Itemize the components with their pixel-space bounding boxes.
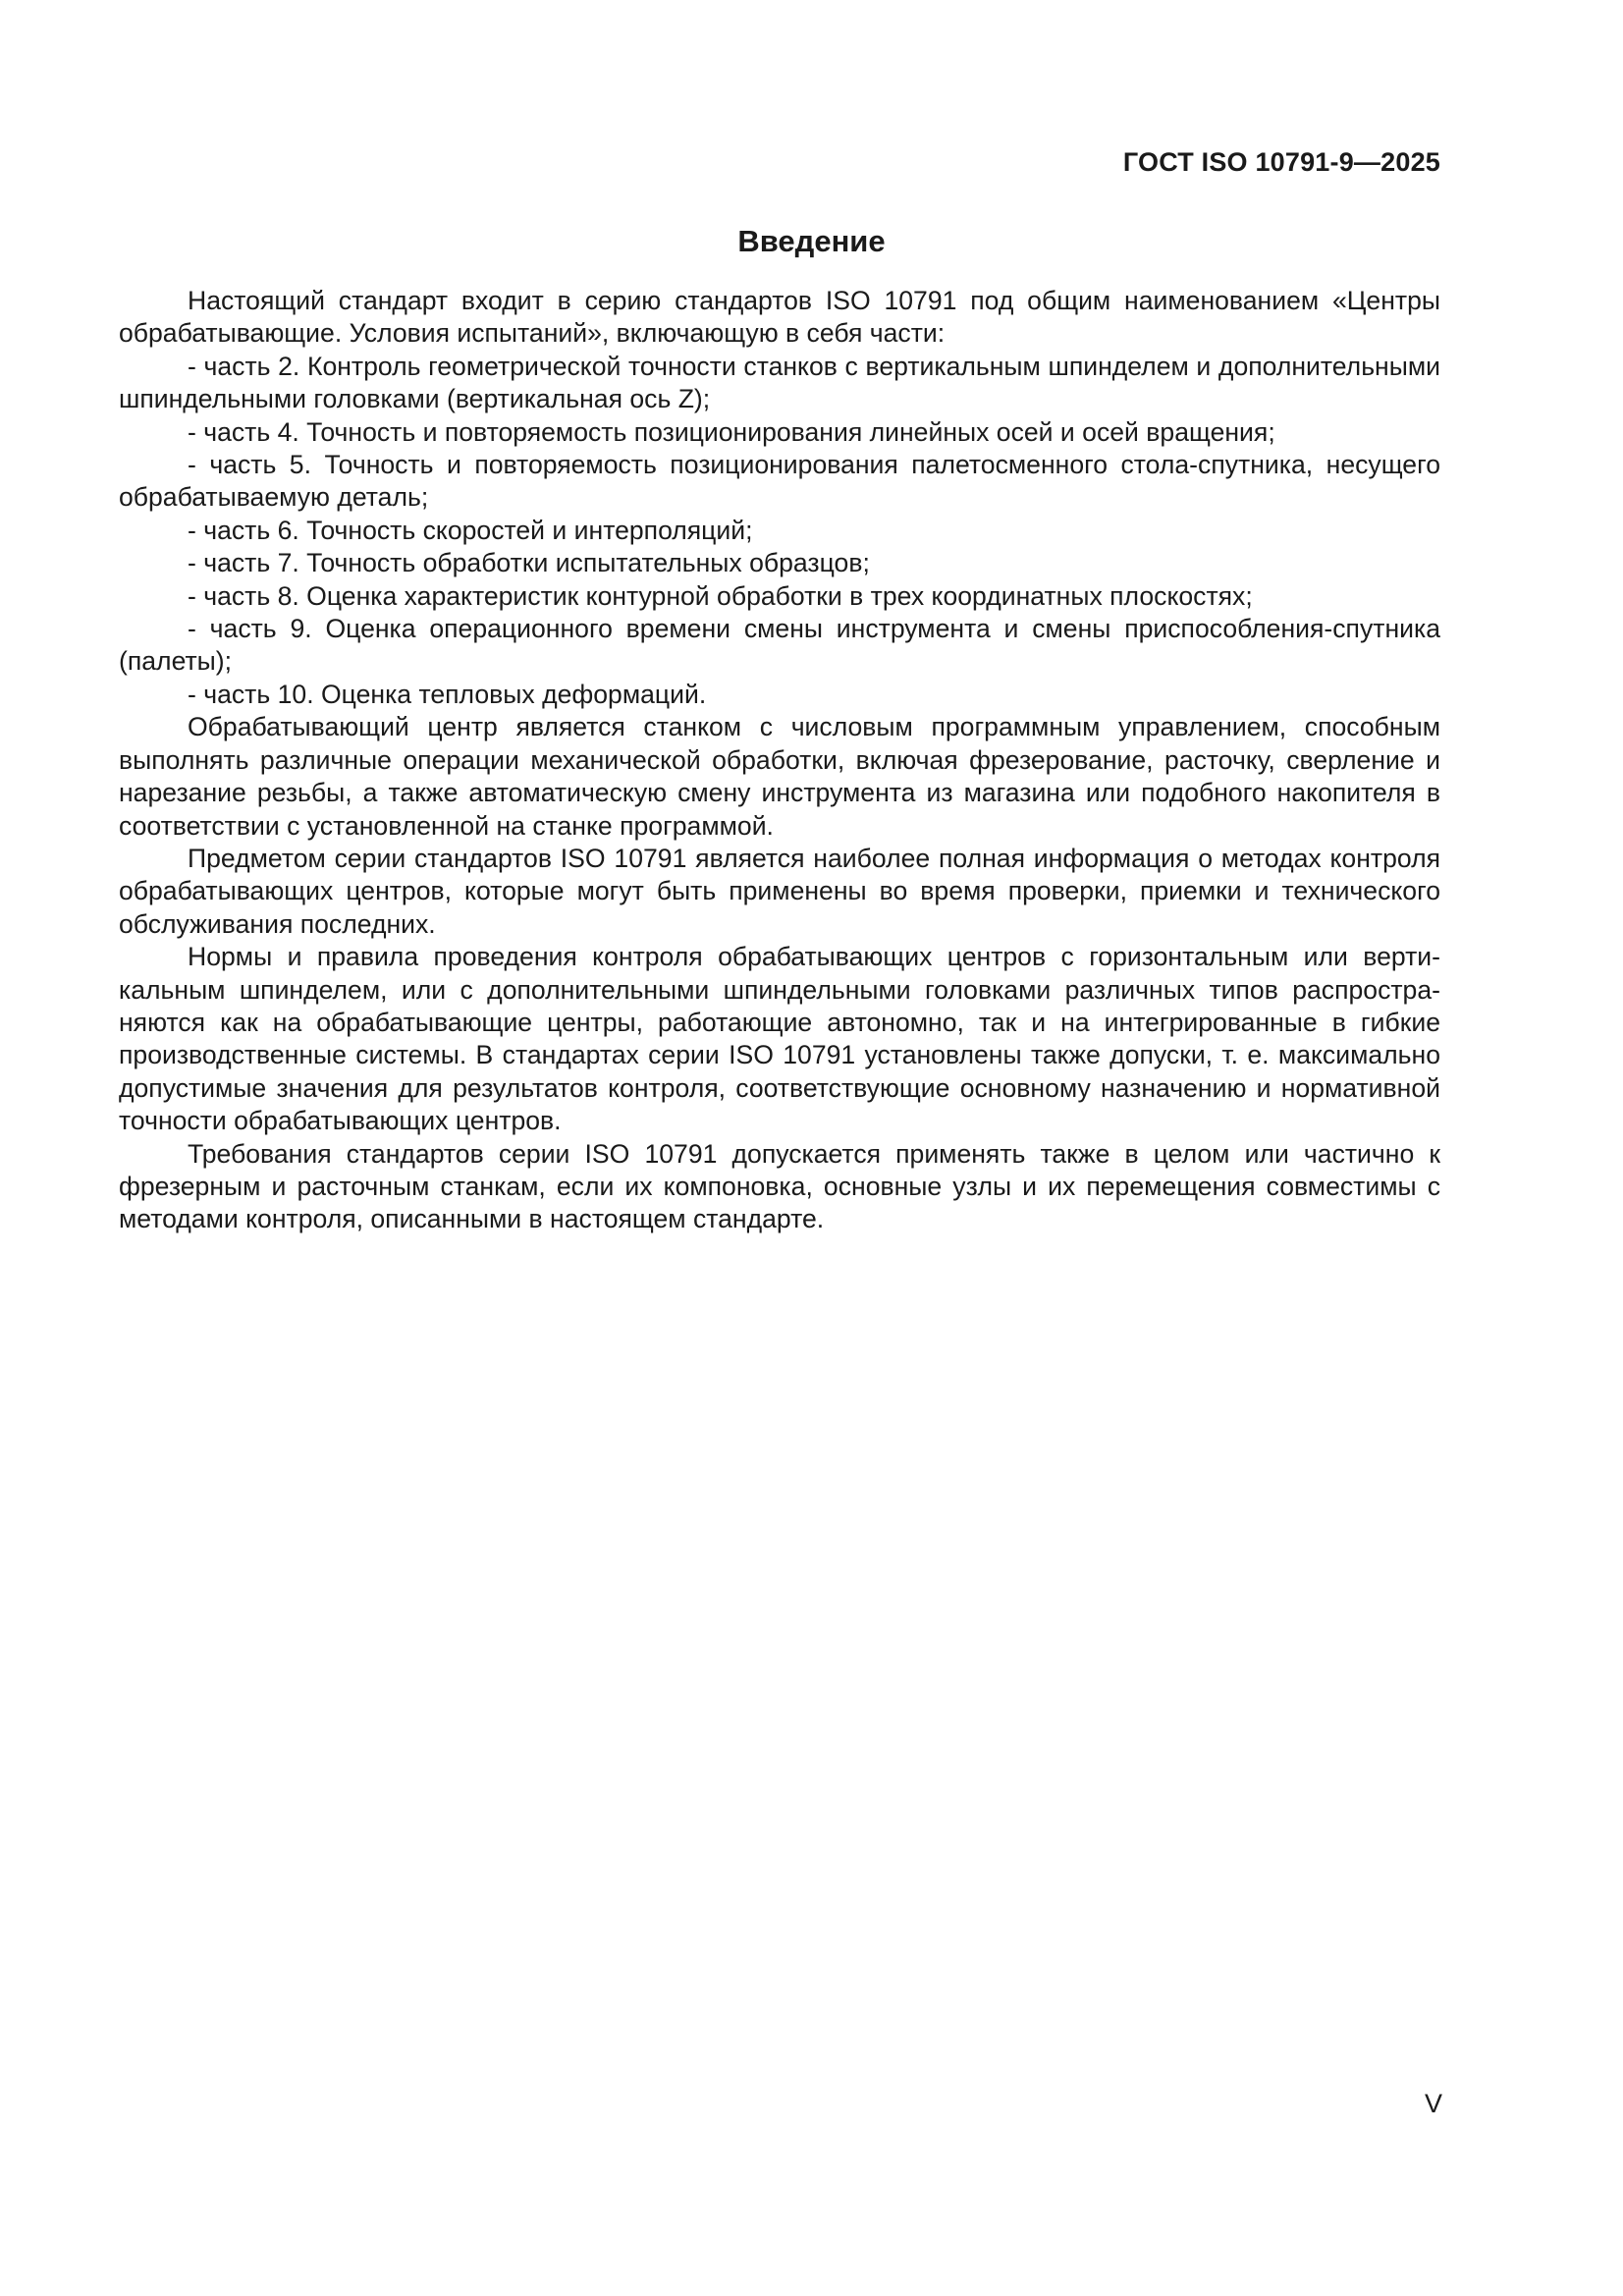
list-item: - часть 10. Оценка тепловых деформаций. [188, 679, 707, 709]
list-item: - часть 7. Точность обработки испытательных образцов; [188, 548, 870, 578]
list-item: - часть 9. Оценка операционного времени смены инструмента и смены приспособления-спутника (палеты); [119, 614, 1440, 677]
document-body [119, 285, 1440, 1236]
list-item: - часть 4. Точность и повторяемость позиционирования линейных осей и осей вращения; [188, 416, 1275, 447]
page-number: V [1424, 2089, 1442, 2118]
paragraph: Обрабатывающий центр является станком с числовым программным управлением, способным выполнять различные операции механической обработки, включая фрезерование, расточку, сверление и нарезание резьбы, а также автоматическую смену инструмента из магазина или подобного накопителя в соответствии с установленной на станке программой. [119, 712, 1440, 841]
list-item: - часть 2. Контроль геометрической точности станков с вертикальным шпинделем и дополнительными шпиндельными головками (вертикальная ось Z); [119, 351, 1440, 414]
paragraph: Предметом серии стандартов ISO 10791 является наиболее полная информация о методах контроля обрабатывающих центров, которые могут быть применены во время проверки, приемки и технического обслуживания последних. [119, 843, 1440, 939]
section-title: Введение [737, 224, 886, 258]
paragraph: Нормы и правила проведения контроля обрабатывающих центров с горизонтальным или вертикальным шпинделем, или с дополнительными шпиндельными головками различных типов распространяются как на обрабатывающие центры, работающие автономно, так и на интегрированные в гибкие производственные системы. В стандартах серии ISO 10791 установлены также допуски, т. е. максимально допустимые значения для результатов контроля, соответствующие основному назначению и нормативной точности обрабатывающих центров. [119, 942, 1440, 1136]
document-code: ГОСТ ISO 10791-9—2025 [1122, 147, 1440, 177]
list-item: - часть 6. Точность скоростей и интерполяций; [188, 515, 753, 545]
list-item: - часть 8. Оценка характеристик контурной обработки в трех координатных плоскостях; [188, 580, 1253, 611]
list-item: - часть 5. Точность и повторяемость позиционирования палетосменного стола-спутника, несущего обрабатываемую деталь; [119, 450, 1440, 513]
paragraph: Настоящий стандарт входит в серию стандартов ISO 10791 под общим наименованием «Центры обрабатывающие. Условия испытаний», включающую в себя части: [119, 286, 1440, 349]
paragraph: Требования стандартов серии ISO 10791 допускается применять также в целом или частично к фрезерным и расточным станкам, если их компоновка, основные узлы и их перемещения совместимы с методами контроля, описанными в настоящем стандарте. [119, 1138, 1440, 1234]
